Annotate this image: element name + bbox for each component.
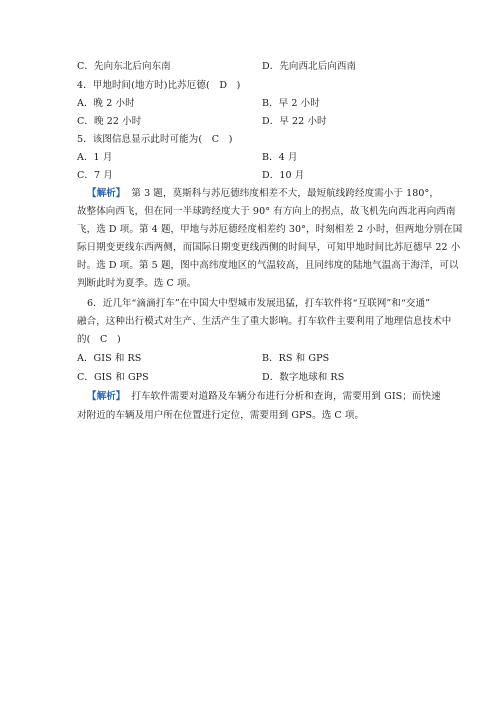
q6-option-d: D．数字地球和 RS xyxy=(262,372,345,383)
q6-stem-line-3: 的( C ) xyxy=(77,334,121,345)
q3-option-c: C．先向东北后向东南 xyxy=(77,61,171,72)
q5-option-d: D．10 月 xyxy=(262,170,305,181)
q3-option-d: D．先向西北后向西南 xyxy=(262,61,357,72)
analysis-1-text-5: 时。选 D 项。第 5 题，图中高纬度地区的气温较高，且同纬度的陆地气温高于海洋，可以 xyxy=(77,260,459,271)
q5-option-c: C．7 月 xyxy=(77,170,113,181)
analysis-2-text-2: 对附近的车辆及用户所在位置进行定位，需要用到 GPS。选 C 项。 xyxy=(77,410,365,421)
q6-stem-line-2: 融合，这种出行模式对生产、生活产生了重大影响。打车软件主要利用了地理信息技术中 xyxy=(77,316,452,327)
analysis-2-text-1: 打车软件需要对道路及车辆分布进行分析和查询，需要用到 GIS；而快速 xyxy=(131,391,441,402)
analysis-1-text-4: 际日期变更线东西两侧，而国际日期变更线西侧的时间早，可知甲地时间比苏厄德早 22 小 xyxy=(77,242,461,253)
analysis-1-text-1: 第 3 题，莫斯科与苏厄德纬度相差不大，最短航线跨经度需小于 180°， xyxy=(131,188,439,199)
q6-option-a: A．GIS 和 RS xyxy=(77,353,142,364)
q5-option-b: B．4 月 xyxy=(262,152,298,163)
analysis-1-text-6: 判断此时为夏季。选 C 项。 xyxy=(77,278,197,289)
q5-option-a: A．1 月 xyxy=(77,152,113,163)
q4-option-a: A．晚 2 小时 xyxy=(77,98,135,109)
q6-stem-line-1: 6．近几年“滴滴打车”在中国大中型城市发展迅猛，打车软件将“互联网”和“交通” xyxy=(87,298,431,309)
q4-option-c: C．晚 22 小时 xyxy=(77,116,142,127)
q4-stem: 4．甲地时间(地方时)比苏厄德( D ) xyxy=(77,80,241,91)
analysis-1-first-line xyxy=(87,188,439,200)
analysis-1-text-2: 故整体向西飞，但在同一半球跨经度大于 90° 有方向上的拐点，故飞机先向西北再向西南 xyxy=(77,206,456,217)
analysis-tag: 【解析】 xyxy=(87,188,126,199)
q6-option-b: B．RS 和 GPS xyxy=(262,353,330,364)
q5-stem: 5．该图信息显示此时可能为( C ) xyxy=(77,134,233,145)
q6-option-c: C．GIS 和 GPS xyxy=(77,372,149,383)
analysis-2-first-line xyxy=(87,391,441,403)
analysis-1-text-3: 飞，选 D 项。第 4 题，甲地与苏厄德经度相差约 30°，时刻相差 2 小时，但两地分别在国 xyxy=(77,224,463,235)
analysis-tag: 【解析】 xyxy=(87,391,126,402)
q4-option-b: B．早 2 小时 xyxy=(262,98,320,109)
q4-option-d: D．早 22 小时 xyxy=(262,116,327,127)
